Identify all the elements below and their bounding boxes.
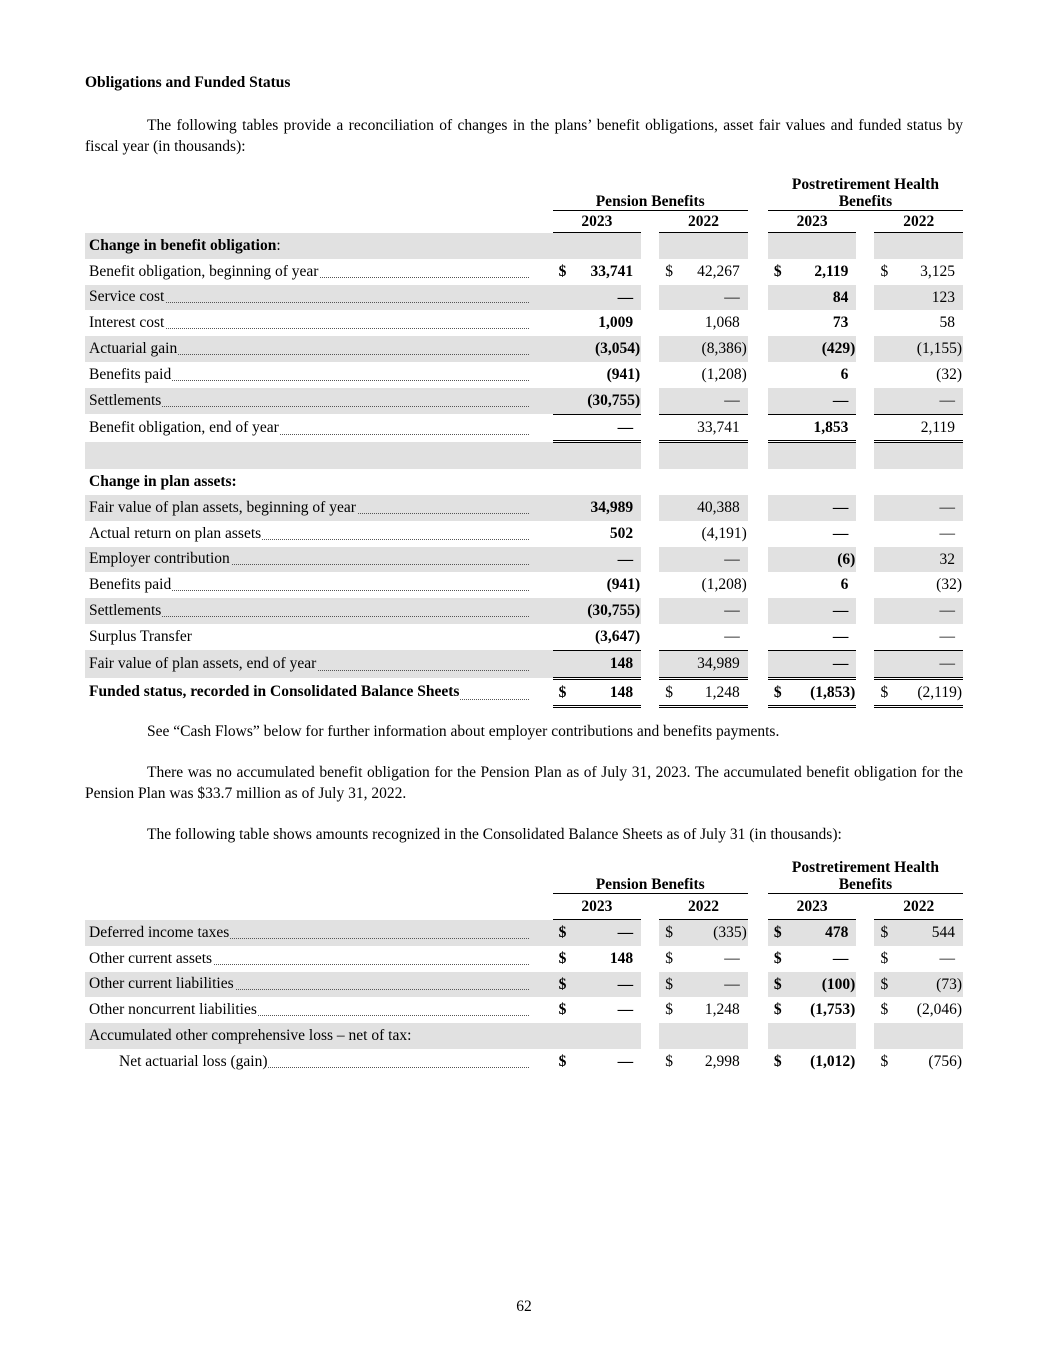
post-2022-header: 2022 (874, 894, 963, 920)
table-row (85, 547, 963, 573)
pension-2023-value: (941) (606, 365, 641, 383)
pension-benefits-header: Pension Benefits (553, 859, 748, 894)
table-row (85, 362, 963, 388)
pension-2022-value: — (724, 627, 740, 645)
pension-2022-value: — (724, 602, 740, 620)
post-2023-value: — (832, 654, 849, 672)
pension-2022-value: — (724, 550, 740, 568)
post-2023-value: — (832, 524, 849, 542)
pension-2023-value: 33,741 (590, 262, 634, 280)
table-row (85, 650, 963, 678)
pension-2023-header: 2023 (553, 211, 642, 233)
post-2022-value: — (939, 949, 955, 967)
currency-symbol: $ (773, 1052, 782, 1070)
post-2023-value: — (832, 602, 849, 620)
pension-2023-value: 502 (609, 524, 634, 542)
post-2023-value: 478 (825, 924, 849, 941)
post-2023-value: 84 (832, 288, 849, 306)
pension-2023-value: — (617, 550, 634, 568)
row-label: Deferred income taxes (89, 923, 230, 941)
row-label: Other current assets (89, 949, 213, 967)
pension-2022-header: 2022 (659, 211, 748, 233)
row-label: Settlements (89, 602, 162, 620)
post-2022-value: 58 (939, 314, 955, 332)
cash-flows-paragraph: See “Cash Flows” below for further information about employer contributions and benefits payments. (147, 723, 780, 740)
table-row (85, 598, 963, 624)
table-row (85, 920, 963, 946)
currency-symbol: $ (558, 975, 567, 993)
post-2022-value: — (939, 654, 955, 672)
currency-symbol: $ (880, 1052, 889, 1070)
post-2023-value: (6) (837, 550, 856, 568)
table-row (85, 414, 963, 442)
pension-2022-value: (335) (713, 924, 747, 941)
pension-2023-value: — (617, 975, 634, 993)
post-2023-header: 2023 (768, 211, 857, 233)
post-2023-header: 2023 (768, 894, 857, 920)
row-label: Actuarial gain (89, 340, 178, 358)
post-2022-value: 32 (939, 550, 955, 568)
currency-symbol: $ (665, 683, 673, 701)
row-label: Actual return on plan assets (89, 524, 262, 542)
pension-benefits-header: Pension Benefits (553, 176, 748, 211)
row-label: Funded status, recorded in Consolidated Balance Sheets (89, 683, 460, 701)
table-row (85, 972, 963, 998)
row-label: Fair value of plan assets, beginning of year (89, 498, 356, 516)
pension-2022-value: — (724, 949, 740, 967)
table-group-header-row (85, 176, 963, 211)
row-label: Net actuarial loss (gain) (89, 1053, 268, 1070)
pension-2022-value: 1,248 (704, 1001, 740, 1019)
pension-2023-value: (941) (606, 576, 641, 594)
section-row (85, 1023, 963, 1049)
post-2022-value: (756) (928, 1052, 962, 1070)
pension-2023-value: 34,989 (590, 498, 634, 516)
currency-symbol: $ (773, 1001, 782, 1019)
intro-paragraph: The following tables provide a reconciliation of changes in the plans’ benefit obligations, asset fair values and funded status by fiscal year (in thousands): (85, 117, 963, 155)
post-2023-value: 73 (832, 314, 849, 332)
balance-sheet-amounts-table (85, 859, 963, 1075)
row-label: Other noncurrent liabilities (89, 1001, 257, 1019)
currency-symbol: $ (558, 1052, 567, 1070)
row-label: Surplus Transfer (89, 628, 192, 646)
table-row (85, 572, 963, 598)
postretirement-header: Postretirement Health Benefits (768, 859, 963, 894)
pension-2023-header: 2023 (553, 894, 642, 920)
pension-2023-value: — (617, 288, 634, 306)
pension-2022-value: (1,208) (701, 365, 747, 383)
post-2023-value: — (832, 949, 849, 967)
pension-2022-value: — (724, 288, 740, 306)
row-label: Other current liabilities (89, 975, 234, 993)
pension-2022-value: 1,248 (704, 683, 740, 701)
row-label: Fair value of plan assets, end of year (89, 655, 317, 673)
pension-2022-value: — (724, 975, 740, 993)
post-2023-value: — (832, 627, 849, 645)
row-label: Settlements (89, 391, 162, 409)
post-2023-value: (429) (821, 340, 856, 358)
pension-2023-value: 148 (609, 654, 634, 672)
post-2022-value: — (939, 524, 955, 542)
section-heading: Obligations and Funded Status (85, 74, 291, 91)
table-row (85, 624, 963, 650)
page-number: 62 (516, 1298, 532, 1315)
spacer-row (85, 442, 963, 469)
currency-symbol: $ (665, 949, 673, 967)
pension-2022-value: 1,068 (704, 314, 740, 332)
post-2023-value: (100) (821, 975, 856, 993)
row-label: Benefits paid (89, 365, 172, 383)
pension-2023-value: — (617, 1001, 634, 1019)
abo-paragraph: There was no accumulated benefit obligation for the Pension Plan as of July 31, 2023. The accumulated benefit obligation for the Pension Plan was $33.7 million as of July 31, 2022. (85, 764, 963, 802)
currency-symbol: $ (665, 1052, 673, 1070)
currency-symbol: $ (880, 683, 889, 701)
post-2022-value: — (939, 627, 955, 645)
table-year-header-row (85, 211, 963, 233)
post-2023-value: 6 (840, 576, 849, 594)
post-2022-value: (2,046) (916, 1001, 962, 1019)
currency-symbol: $ (665, 1001, 673, 1019)
currency-symbol: $ (558, 1001, 567, 1019)
pension-2023-value: — (617, 418, 634, 436)
pension-2023-value: — (617, 924, 634, 941)
pension-2023-value: 1,009 (598, 314, 634, 332)
post-2023-value: 1,853 (813, 418, 849, 436)
table-row (85, 997, 963, 1023)
post-2022-value: (2,119) (917, 683, 962, 701)
table-row (85, 521, 963, 547)
post-2023-value: (1,753) (810, 1001, 856, 1019)
currency-symbol: $ (880, 1001, 889, 1019)
currency-symbol: $ (773, 949, 782, 967)
post-2023-value: — (832, 391, 849, 409)
section-title: Change in benefit obligation (89, 236, 277, 254)
pension-2023-value: — (617, 1052, 634, 1070)
row-label: Interest cost (89, 314, 165, 332)
post-2022-value: 544 (931, 924, 955, 941)
table-row (85, 285, 963, 311)
currency-symbol: $ (665, 924, 673, 941)
row-label: Employer contribution (89, 550, 230, 568)
post-2022-value: 123 (931, 288, 955, 306)
pension-2022-value: 33,741 (697, 418, 740, 436)
pension-2022-header: 2022 (659, 894, 748, 920)
table-row (85, 946, 963, 972)
pension-2022-value: 2,998 (704, 1052, 740, 1070)
post-2022-value: (32) (936, 576, 962, 594)
currency-symbol: $ (773, 683, 782, 701)
currency-symbol: $ (773, 924, 782, 941)
section-row: Change in benefit obligation: (85, 233, 963, 259)
currency-symbol: $ (665, 262, 673, 280)
pension-2023-value: 148 (609, 683, 634, 701)
post-2022-value: — (939, 391, 955, 409)
row-label: Benefit obligation, beginning of year (89, 262, 319, 280)
section-title: Change in plan assets: (89, 473, 237, 491)
pension-2023-value: 148 (609, 949, 634, 967)
post-2023-value: 6 (840, 365, 849, 383)
post-2023-value: (1,853) (810, 683, 856, 701)
currency-symbol: $ (665, 975, 673, 993)
table-group-header-row (85, 859, 963, 894)
section-row (85, 469, 963, 495)
pension-2023-value: (3,647) (594, 627, 641, 645)
currency-symbol: $ (558, 262, 567, 280)
pension-2022-value: — (724, 391, 740, 409)
pension-2022-value: 40,388 (697, 498, 740, 516)
currency-symbol: $ (880, 924, 889, 941)
benefit-reconciliation-table (85, 176, 963, 708)
post-2022-value: (32) (936, 365, 962, 383)
table-row (85, 259, 963, 285)
funded-status-row (85, 678, 963, 707)
pension-2022-value: 34,989 (697, 654, 740, 672)
post-2022-value: 3,125 (920, 262, 955, 280)
row-label: Service cost (89, 288, 165, 306)
post-2022-header: 2022 (874, 211, 963, 233)
row-label: Benefit obligation, end of year (89, 418, 279, 436)
pension-2022-value: 42,267 (697, 262, 740, 280)
currency-symbol: $ (880, 975, 889, 993)
currency-symbol: $ (558, 683, 567, 701)
table-row (85, 495, 963, 521)
pension-2023-value: (30,755) (587, 391, 641, 409)
section-title: Accumulated other comprehensive loss – net of tax: (89, 1027, 412, 1045)
table-row (85, 310, 963, 336)
pension-2023-value: (3,054) (594, 340, 641, 358)
row-label: Benefits paid (89, 576, 172, 594)
postretirement-header: Postretirement Health Benefits (768, 176, 963, 211)
post-2022-value: (1,155) (916, 340, 962, 358)
table-row (85, 388, 963, 414)
currency-symbol: $ (558, 949, 567, 967)
table2-intro-paragraph: The following table shows amounts recognized in the Consolidated Balance Sheets as of July 31 (in thousands): (147, 826, 842, 843)
post-2023-value: — (832, 498, 849, 516)
pension-2022-value: (8,386) (701, 340, 747, 358)
table-row (85, 1049, 963, 1075)
table-year-header-row (85, 894, 963, 920)
currency-symbol: $ (773, 975, 782, 993)
currency-symbol: $ (558, 924, 567, 941)
post-2022-value: (73) (936, 975, 962, 993)
currency-symbol: $ (880, 949, 889, 967)
post-2022-value: — (939, 602, 955, 620)
post-2023-value: (1,012) (810, 1052, 856, 1070)
pension-2023-value: (30,755) (587, 602, 641, 620)
post-2023-value: 2,119 (814, 262, 849, 280)
table-row (85, 336, 963, 362)
post-2022-value: — (939, 498, 955, 516)
post-2022-value: 2,119 (920, 418, 955, 436)
currency-symbol: $ (773, 262, 782, 280)
currency-symbol: $ (880, 262, 889, 280)
pension-2022-value: (1,208) (701, 576, 747, 594)
pension-2022-value: (4,191) (701, 524, 747, 542)
